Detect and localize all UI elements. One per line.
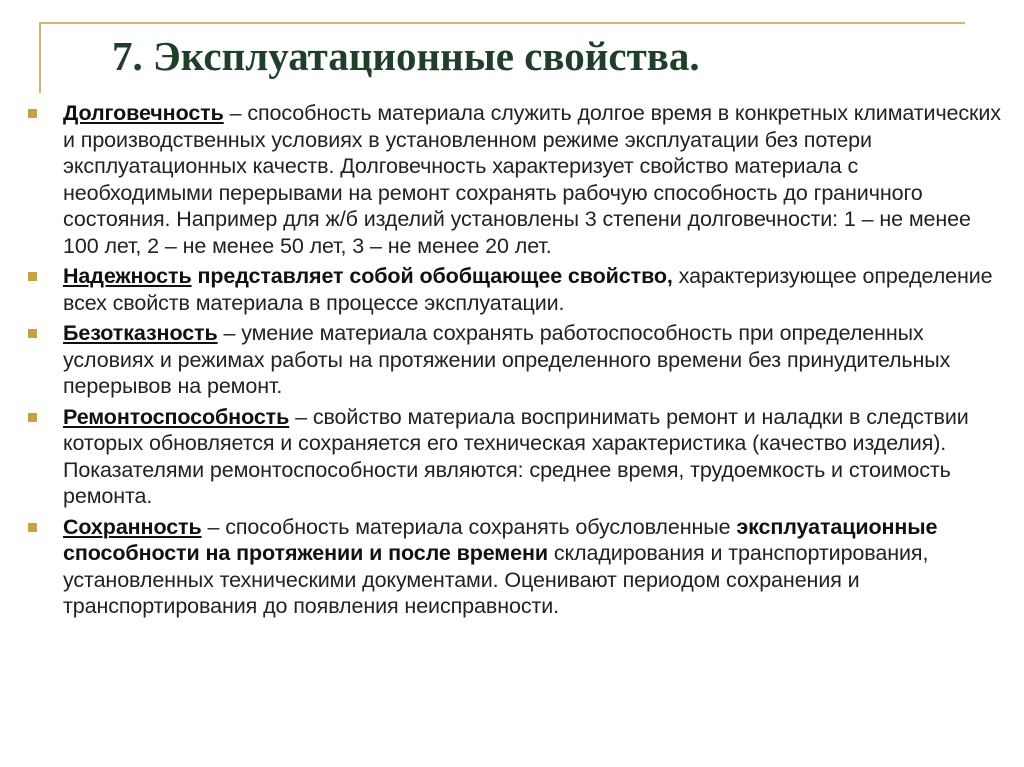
bullet-list bbox=[26, 100, 1011, 624]
term-reliability: Надежность bbox=[63, 264, 192, 288]
title-accent-bar bbox=[39, 23, 41, 93]
square-bullet-icon bbox=[28, 272, 37, 281]
term-preservation: Сохранность bbox=[63, 514, 202, 539]
list-item-failure-free bbox=[26, 320, 1011, 400]
list-item-reliability bbox=[26, 263, 1011, 316]
definition-reliability-bold: представляет собой обобщающее свойство, bbox=[191, 264, 673, 288]
title-accent-line bbox=[39, 22, 965, 24]
term-durability: Долговечность bbox=[63, 101, 224, 125]
definition-maintainability: – свойство материала воспринимать ремонт и наладки в следствии которых обновляется и сохраняется его техническая характеристика (качество изделия). Показателями ремонтоспособности являются: среднее время, трудоемкость и стоимость ремонта. bbox=[63, 404, 969, 508]
definition-preservation-tail: складирования и транспортирования, установленных техническими документами. Оценивают периодом сохранения и транспортирования до появления неисправности. bbox=[63, 541, 929, 618]
definition-durability: – способность материала служить долгое время в конкретных климатических и производственных условиях в установленном режиме эксплуатации без потери эксплуатационных качеств. Долговечность характеризует свойство материала с необходимыми перерывами на ремонт сохранять рабочую способность до граничного состояния. Например для ж/б изделий установлены 3 степени долговечности: 1 – не менее 100 лет, 2 – не менее 50 лет, 3 – не менее 20 лет. bbox=[63, 101, 1001, 258]
list-item-preservation bbox=[26, 514, 1011, 620]
term-failure-free: Безотказность bbox=[63, 321, 218, 345]
term-maintainability: Ремонтоспособность bbox=[63, 404, 290, 429]
slide-title: 7. Эксплуатационные свойства. bbox=[112, 33, 700, 79]
square-bullet-icon bbox=[28, 109, 37, 118]
definition-reliability: характеризующее определение всех свойств материала в процессе эксплуатации. bbox=[63, 264, 993, 315]
list-item-durability bbox=[26, 100, 1011, 259]
definition-failure-free: – умение материала сохранять работоспособность при определенных условиях и режимах работы на протяжении определенного времени без принудительных перерывов на ремонт. bbox=[63, 321, 951, 398]
list-item-maintainability bbox=[26, 404, 1011, 510]
square-bullet-icon bbox=[28, 523, 37, 532]
square-bullet-icon bbox=[28, 329, 37, 338]
square-bullet-icon bbox=[28, 413, 37, 422]
definition-preservation-bold: эксплуатационные способности на протяжении и после времени bbox=[63, 514, 938, 565]
definition-preservation: – способность материала сохранять обусловленные bbox=[201, 514, 737, 539]
